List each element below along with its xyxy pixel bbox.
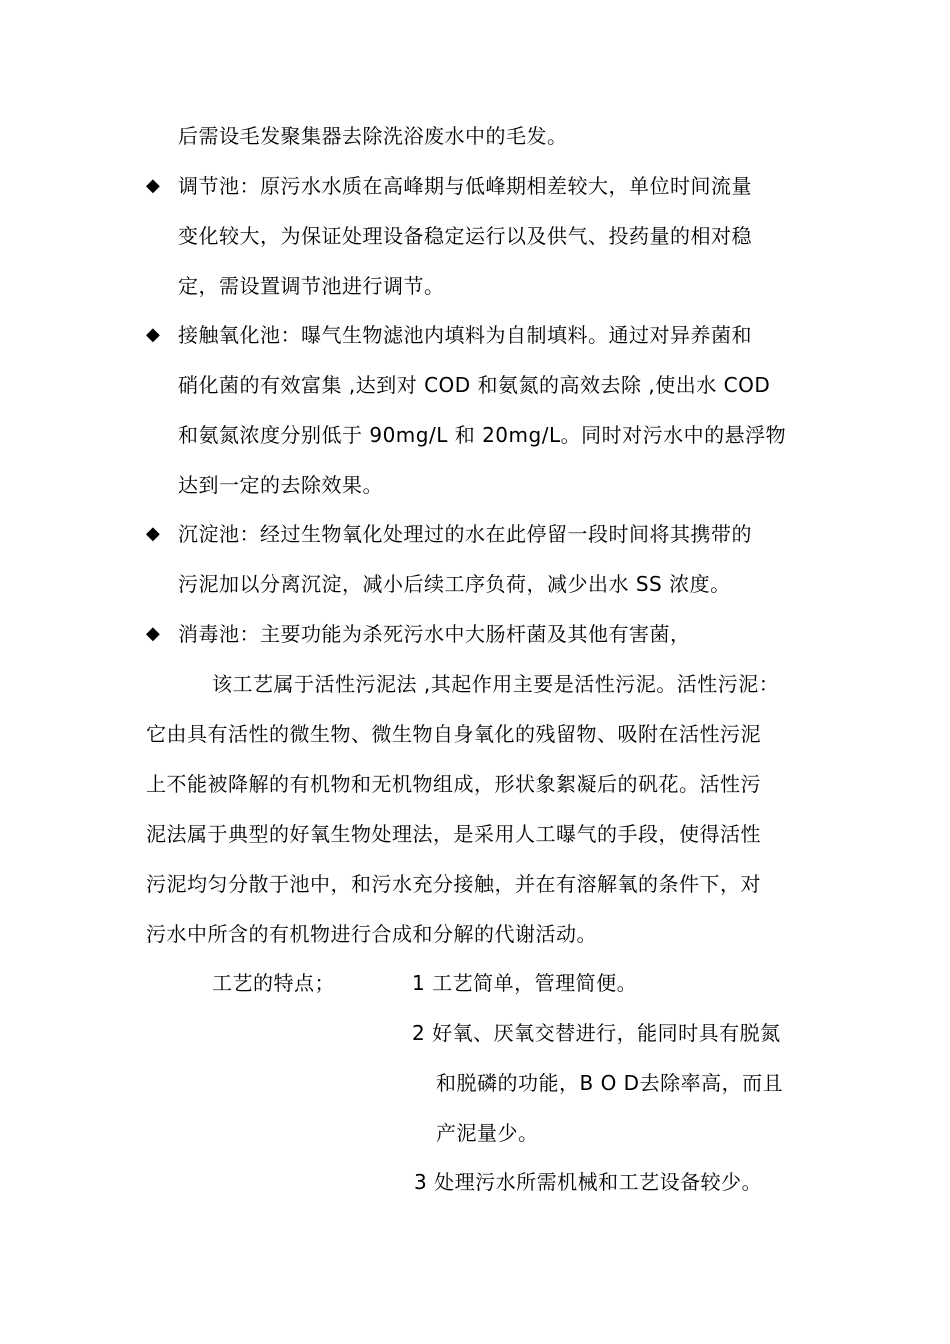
bullet-diamond-icon: ◆ <box>146 623 160 644</box>
paragraph-line-5: 污泥均匀分散于池中，和污水充分接触，并在有溶解氧的条件下，对 <box>146 872 761 896</box>
paragraph-line-1: 该工艺属于活性污泥法 ,其起作用主要是活性污泥。活性污泥： <box>212 672 780 696</box>
paragraph-line-6: 污水中所含的有机物进行合成和分解的代谢活动。 <box>146 922 597 946</box>
feature-2-line-1: 2 好氧、厌氧交替进行，能同时具有脱氮 <box>412 1021 781 1045</box>
bullet-3-line-1: 沉淀池：经过生物氧化处理过的水在此停留一段时间将其携带的 <box>178 522 752 546</box>
intro-tail-line: 后需设毛发聚集器去除洗浴废水中的毛发。 <box>178 124 568 148</box>
paragraph-line-2: 它由具有活性的微生物、微生物自身氧化的残留物、吸附在活性污泥 <box>146 722 761 746</box>
bullet-2-line-2: 硝化菌的有效富集 ,达到对 COD 和氨氮的高效去除 ,使出水 COD <box>178 373 771 397</box>
feature-2-line-2: 和脱磷的功能，B O D去除率高，而且 <box>436 1071 784 1095</box>
bullet-2-line-3: 和氨氮浓度分别低于 90mg/L 和 20mg/L。同时对污水中的悬浮物 <box>178 423 787 447</box>
feature-2-line-3: 产泥量少。 <box>436 1121 539 1145</box>
paragraph-line-3: 上不能被降解的有机物和无机物组成，形状象絮凝后的矾花。活性污 <box>146 772 761 796</box>
bullet-2-line-4: 达到一定的去除效果。 <box>178 473 383 497</box>
feature-3-line-1: 3 处理污水所需机械和工艺设备较少。 <box>414 1170 763 1194</box>
bullet-diamond-icon: ◆ <box>146 523 160 544</box>
bullet-diamond-icon: ◆ <box>146 175 160 196</box>
bullet-3-line-2: 污泥加以分离沉淀，减小后续工序负荷，减少出水 SS 浓度。 <box>178 572 731 596</box>
bullet-diamond-icon: ◆ <box>146 324 160 345</box>
bullet-2-line-1: 接触氧化池：曝气生物滤池内填料为自制填料。通过对异养菌和 <box>178 323 752 347</box>
feature-1-line-1: 1 工艺简单，管理简便。 <box>412 971 638 995</box>
paragraph-line-4: 泥法属于典型的好氧生物处理法，是采用人工曝气的手段，使得活性 <box>146 822 761 846</box>
bullet-1-line-1: 调节池：原污水水质在高峰期与低峰期相差较大，单位时间流量 <box>178 174 752 198</box>
bullet-4-line-1: 消毒池：主要功能为杀死污水中大肠杆菌及其他有害菌， <box>178 622 691 646</box>
bullet-1-line-2: 变化较大，为保证处理设备稳定运行以及供气、投药量的相对稳 <box>178 224 752 248</box>
features-label: 工艺的特点； <box>212 971 335 995</box>
bullet-1-line-3: 定，需设置调节池进行调节。 <box>178 274 445 298</box>
